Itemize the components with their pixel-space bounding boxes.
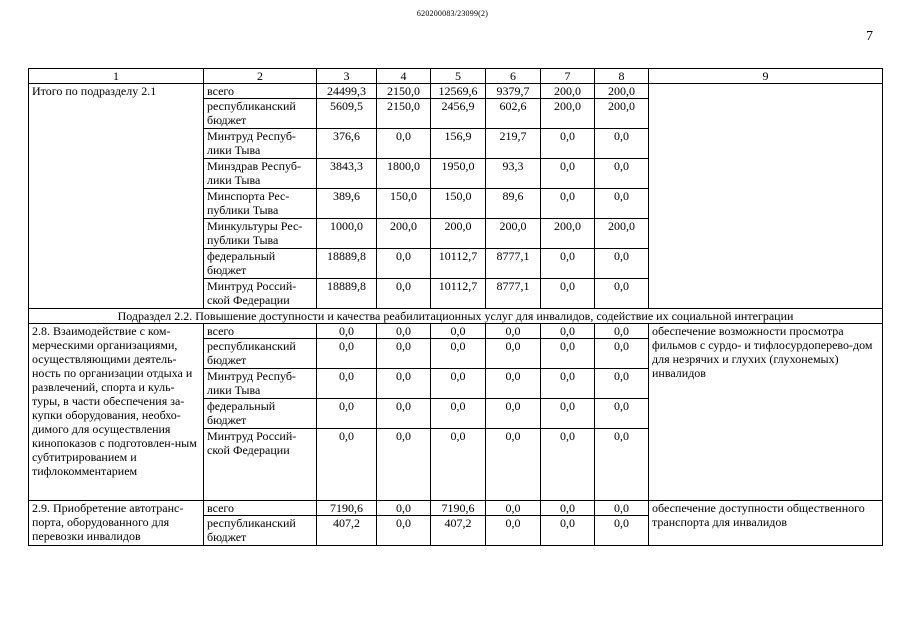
amount-cell: 150,0 — [431, 189, 486, 219]
amount-cell: 0,0 — [595, 159, 649, 189]
amount-cell: 0,0 — [541, 501, 595, 516]
amount-cell: 0,0 — [541, 516, 595, 546]
col-header: 7 — [541, 69, 595, 84]
amount-cell: 0,0 — [595, 339, 649, 369]
amount-cell: 0,0 — [595, 399, 649, 429]
col-header: 8 — [595, 69, 649, 84]
column-number-row — [29, 69, 883, 84]
amount-cell: 0,0 — [377, 129, 431, 159]
amount-cell: 200,0 — [377, 219, 431, 249]
amount-cell: 18889,8 — [317, 249, 377, 279]
amount-cell: 10112,7 — [431, 279, 486, 309]
amount-cell: 0,0 — [317, 429, 377, 501]
amount-cell: 0,0 — [486, 324, 541, 339]
col-header: 3 — [317, 69, 377, 84]
funding-source: Минкультуры Рес-публики Тыва — [204, 219, 317, 249]
amount-cell: 0,0 — [486, 369, 541, 399]
amount-cell: 12569,6 — [431, 84, 486, 99]
amount-cell: 0,0 — [595, 501, 649, 516]
amount-cell: 0,0 — [377, 501, 431, 516]
subsection-row — [29, 309, 883, 324]
amount-cell: 0,0 — [486, 429, 541, 501]
amount-cell: 0,0 — [377, 399, 431, 429]
amount-cell: 10112,7 — [431, 249, 486, 279]
col-header: 2 — [204, 69, 317, 84]
program-table — [28, 68, 883, 546]
amount-cell: 93,3 — [486, 159, 541, 189]
funding-source: Минздрав Респуб-лики Тыва — [204, 159, 317, 189]
col-header: 6 — [486, 69, 541, 84]
amount-cell: 0,0 — [541, 369, 595, 399]
amount-cell: 0,0 — [595, 429, 649, 501]
amount-cell: 0,0 — [595, 369, 649, 399]
table-body — [29, 84, 883, 546]
amount-cell: 0,0 — [377, 339, 431, 369]
amount-cell: 200,0 — [541, 219, 595, 249]
amount-cell: 0,0 — [595, 279, 649, 309]
amount-cell: 8777,1 — [486, 249, 541, 279]
amount-cell: 407,2 — [431, 516, 486, 546]
amount-cell: 0,0 — [595, 516, 649, 546]
amount-cell: 0,0 — [595, 324, 649, 339]
funding-source: всего — [204, 84, 317, 99]
amount-cell: 3843,3 — [317, 159, 377, 189]
funding-source: всего — [204, 324, 317, 339]
amount-cell: 200,0 — [541, 84, 595, 99]
amount-cell: 2456,9 — [431, 99, 486, 129]
activity-name: Итого по подразделу 2.1 — [29, 84, 204, 309]
amount-cell: 0,0 — [486, 399, 541, 429]
expected-result — [649, 84, 883, 309]
amount-cell: 1000,0 — [317, 219, 377, 249]
activity-name: 2.9. Приобретение автотранс-порта, оборудованного для перевозки инвалидов — [29, 501, 204, 546]
amount-cell: 7190,6 — [431, 501, 486, 516]
amount-cell: 0,0 — [377, 429, 431, 501]
amount-cell: 0,0 — [377, 369, 431, 399]
expected-result: обеспечение доступности общественного транспорта для инвалидов — [649, 501, 883, 546]
amount-cell: 0,0 — [541, 159, 595, 189]
funding-source: Минспорта Рес-публики Тыва — [204, 189, 317, 219]
amount-cell: 0,0 — [431, 369, 486, 399]
funding-source: республиканский бюджет — [204, 516, 317, 546]
col-header: 9 — [649, 69, 883, 84]
funding-source: республиканский бюджет — [204, 339, 317, 369]
funding-source: федеральный бюджет — [204, 249, 317, 279]
amount-cell: 18889,8 — [317, 279, 377, 309]
amount-cell: 5609,5 — [317, 99, 377, 129]
col-header: 4 — [377, 69, 431, 84]
amount-cell: 0,0 — [541, 429, 595, 501]
amount-cell: 1800,0 — [377, 159, 431, 189]
amount-cell: 24499,3 — [317, 84, 377, 99]
amount-cell: 200,0 — [541, 99, 595, 129]
funding-source: всего — [204, 501, 317, 516]
funding-source: Минтруд Респуб-лики Тыва — [204, 369, 317, 399]
amount-cell: 0,0 — [595, 129, 649, 159]
amount-cell: 7190,6 — [317, 501, 377, 516]
amount-cell: 407,2 — [317, 516, 377, 546]
amount-cell: 8777,1 — [486, 279, 541, 309]
funding-source: Минтруд Россий-ской Федерации — [204, 279, 317, 309]
amount-cell: 0,0 — [377, 516, 431, 546]
amount-cell: 0,0 — [486, 339, 541, 369]
amount-cell: 0,0 — [431, 429, 486, 501]
amount-cell: 0,0 — [317, 324, 377, 339]
amount-cell: 0,0 — [486, 501, 541, 516]
amount-cell: 150,0 — [377, 189, 431, 219]
activity-name: 2.8. Взаимодействие с ком-мерческими организациями, осуществляющими деятель-ность по организации отдыха и развлечений, спорта и куль-туры, в части обеспечения за-купки оборудования, необхо-димого для осуществления кинопоказов с подготовлен-ным субтитрированием и тифлокомментарием — [29, 324, 204, 501]
amount-cell: 2150,0 — [377, 84, 431, 99]
amount-cell: 156,9 — [431, 129, 486, 159]
amount-cell: 0,0 — [377, 324, 431, 339]
col-header: 1 — [29, 69, 204, 84]
amount-cell: 89,6 — [486, 189, 541, 219]
amount-cell: 0,0 — [541, 324, 595, 339]
funding-source: федеральный бюджет — [204, 399, 317, 429]
amount-cell: 0,0 — [431, 324, 486, 339]
amount-cell: 219,7 — [486, 129, 541, 159]
amount-cell: 0,0 — [595, 189, 649, 219]
amount-cell: 0,0 — [317, 369, 377, 399]
amount-cell: 0,0 — [541, 189, 595, 219]
amount-cell: 200,0 — [595, 84, 649, 99]
amount-cell: 200,0 — [595, 99, 649, 129]
amount-cell: 0,0 — [595, 249, 649, 279]
amount-cell: 602,6 — [486, 99, 541, 129]
amount-cell: 0,0 — [377, 279, 431, 309]
funding-source: Минтруд Россий-ской Федерации — [204, 429, 317, 501]
amount-cell: 0,0 — [317, 399, 377, 429]
amount-cell: 200,0 — [431, 219, 486, 249]
amount-cell: 389,6 — [317, 189, 377, 219]
amount-cell: 0,0 — [431, 399, 486, 429]
amount-cell: 0,0 — [541, 249, 595, 279]
table-row — [29, 501, 883, 516]
amount-cell: 376,6 — [317, 129, 377, 159]
amount-cell: 200,0 — [595, 219, 649, 249]
amount-cell: 0,0 — [541, 279, 595, 309]
amount-cell: 0,0 — [541, 339, 595, 369]
amount-cell: 0,0 — [431, 339, 486, 369]
table-row — [29, 84, 883, 99]
amount-cell: 2150,0 — [377, 99, 431, 129]
amount-cell: 200,0 — [486, 219, 541, 249]
amount-cell: 0,0 — [541, 399, 595, 429]
subsection-title: Подраздел 2.2. Повышение доступности и качества реабилитационных услуг для инвалидов, содействие их социальной интеграции — [29, 309, 883, 324]
funding-source: Минтруд Респуб-лики Тыва — [204, 129, 317, 159]
page-number: 7 — [866, 29, 873, 44]
amount-cell: 9379,7 — [486, 84, 541, 99]
amount-cell: 0,0 — [317, 339, 377, 369]
funding-source: республиканский бюджет — [204, 99, 317, 129]
amount-cell: 0,0 — [377, 249, 431, 279]
document-number: 620200083/23099(2) — [416, 9, 489, 18]
table-row — [29, 324, 883, 339]
amount-cell: 0,0 — [541, 129, 595, 159]
amount-cell: 1950,0 — [431, 159, 486, 189]
expected-result: обеспечение возможности просмотра фильмов с сурдо- и тифлосурдоперево-дом для незрячих и глухих (глухонемых) инвалидов — [649, 324, 883, 501]
col-header: 5 — [431, 69, 486, 84]
amount-cell: 0,0 — [486, 516, 541, 546]
